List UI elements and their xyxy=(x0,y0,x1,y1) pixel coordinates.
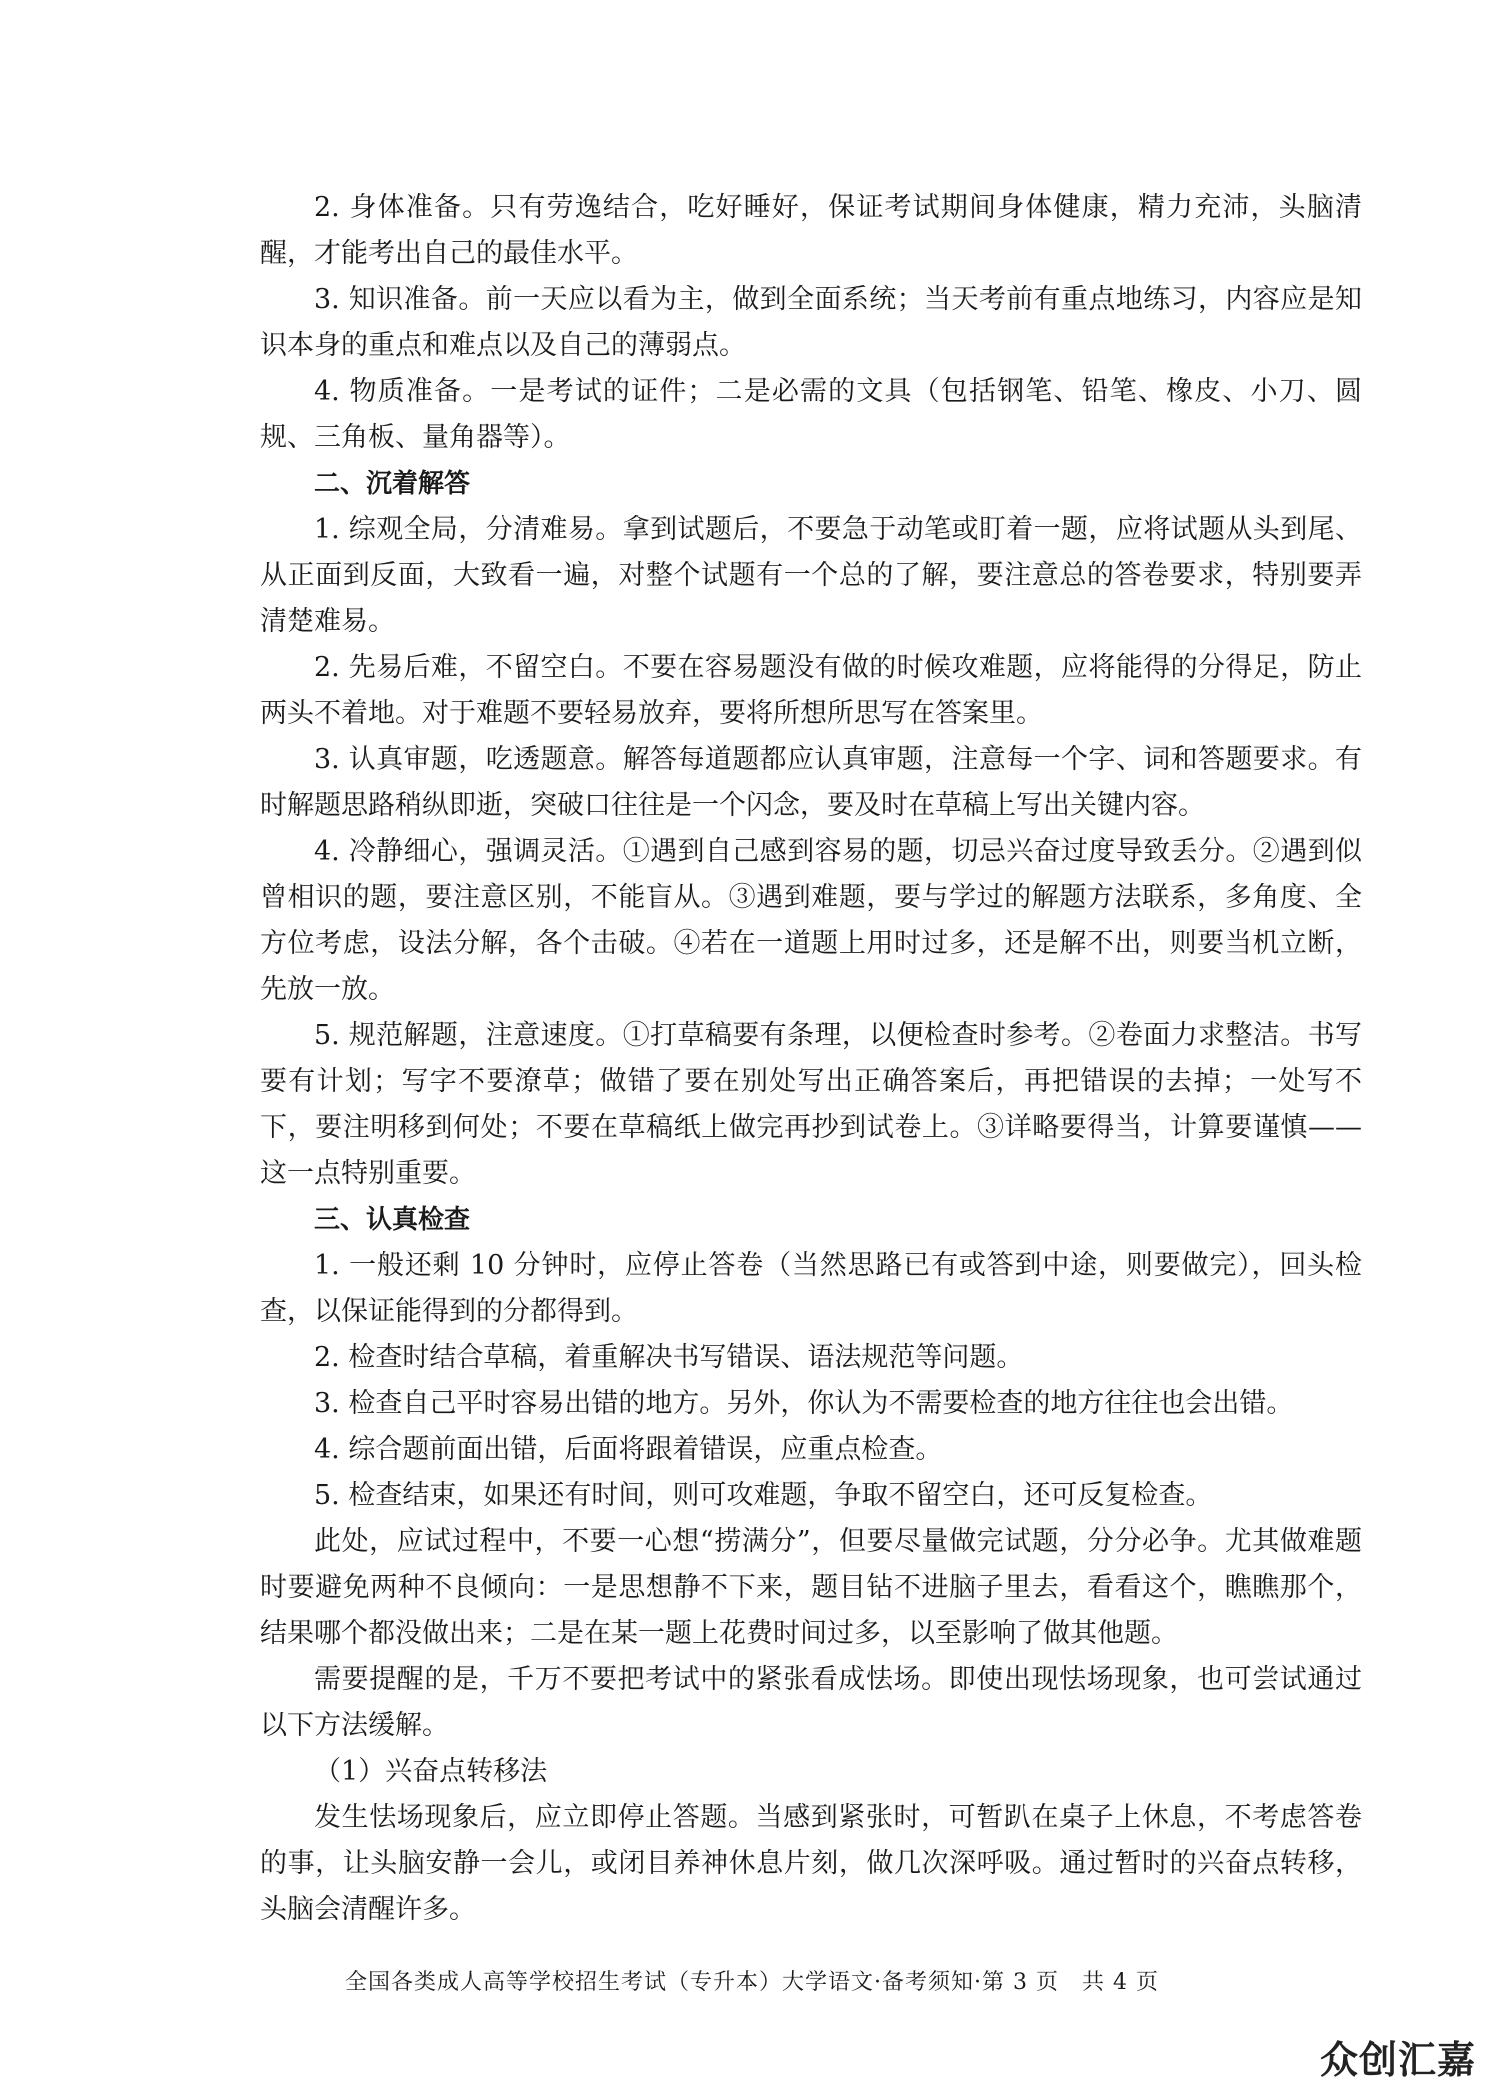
paragraph-physical-prep: 2. 身体准备。只有劳逸结合，吃好睡好，保证考试期间身体健康，精力充沛，头脑清醒，才能考出自己的最佳水平。 xyxy=(260,192,1362,269)
paragraph-overview: 1. 综观全局，分清难易。拿到试题后，不要急于动笔或盯着一题，应将试题从头到尾、从正面到反面，大致看一遍，对整个试题有一个总的了解，要注意总的答卷要求，特别要弄清楚难易。 xyxy=(260,514,1362,637)
paragraph-method-title: （1）兴奋点转移法 xyxy=(314,1756,548,1787)
paragraph-check-3: 3. 检查自己平时容易出错的地方。另外，你认为不需要检查的地方往往也会出错。 xyxy=(314,1388,1294,1419)
paragraph-standard-speed: 5. 规范解题，注意速度。①打草稿要有条理，以便检查时参考。②卷面力求整洁。书写要有计划；写字不要潦草；做错了要在别处写出正确答案后，再把错误的去掉；一处写不下，要注明移到何处；不要在草稿纸上做完再抄到试卷上。③详略要得当，计算要谨慎——这一点特别重要。 xyxy=(260,1020,1362,1189)
paragraph-easy-first: 2. 先易后难，不留空白。不要在容易题没有做的时候攻难题，应将能得的分得足，防止两头不着地。对于难题不要轻易放弃，要将所想所思写在答案里。 xyxy=(260,652,1362,729)
paragraph-check-1: 1. 一般还剩 10 分钟时，应停止答卷（当然思路已有或答到中途，则要做完），回头检查，以保证能得到的分都得到。 xyxy=(260,1250,1362,1327)
paragraph-check-5: 5. 检查结束，如果还有时间，则可攻难题，争取不留空白，还可反复检查。 xyxy=(314,1480,1213,1511)
section-heading-checking: 三、认真检查 xyxy=(314,1205,471,1235)
paragraph-reminder: 需要提醒的是，千万不要把考试中的紧张看成怯场。即使出现怯场现象，也可尝试通过以下方法缓解。 xyxy=(260,1664,1362,1741)
paragraph-knowledge-prep: 3. 知识准备。前一天应以看为主，做到全面系统；当天考前有重点地练习，内容应是知识本身的重点和难点以及自己的薄弱点。 xyxy=(260,284,1362,361)
watermark-text: 众创汇嘉 xyxy=(1319,2038,1476,2082)
paragraph-method-body: 发生怯场现象后，应立即停止答题。当感到紧张时，可暂趴在桌子上休息，不考虑答卷的事，让头脑安静一会儿，或闭目养神休息片刻，做几次深呼吸。通过暂时的兴奋点转移，头脑会清醒许多。 xyxy=(260,1802,1362,1925)
paragraph-material-prep: 4. 物质准备。一是考试的证件；二是必需的文具（包括钢笔、铅笔、橡皮、小刀、圆规、三角板、量角器等）。 xyxy=(260,376,1362,453)
paragraph-check-4: 4. 综合题前面出错，后面将跟着错误，应重点检查。 xyxy=(314,1434,943,1465)
paragraph-check-2: 2. 检查时结合草稿，着重解决书写错误、语法规范等问题。 xyxy=(314,1342,1024,1373)
section-heading-answering: 二、沉着解答 xyxy=(314,469,471,499)
paragraph-read-carefully: 3. 认真审题，吃透题意。解答每道题都应认真审题，注意每一个字、词和答题要求。有时解题思路稍纵即逝，突破口往往是一个闪念，要及时在草稿上写出关键内容。 xyxy=(260,744,1362,821)
page-body xyxy=(260,185,1362,1933)
page-footer: 全国各类成人高等学校招生考试（专升本）大学语文·备考须知·第 3 页 共 4 页 xyxy=(345,1970,1159,1995)
paragraph-calm-flexible: 4. 冷静细心，强调灵活。①遇到自己感到容易的题，切忌兴奋过度导致丢分。②遇到似曾相识的题，要注意区别，不能盲从。③遇到难题，要与学过的解题方法联系，多角度、全方位考虑，设法分解，各个击破。④若在一道题上用时过多，还是解不出，则要当机立断，先放一放。 xyxy=(260,836,1362,1005)
paragraph-summary: 此处，应试过程中，不要一心想“捞满分”，但要尽量做完试题，分分必争。尤其做难题时要避免两种不良倾向：一是思想静不下来，题目钻不进脑子里去，看看这个，瞧瞧那个，结果哪个都没做出来；二是在某一题上花费时间过多，以至影响了做其他题。 xyxy=(260,1526,1362,1649)
